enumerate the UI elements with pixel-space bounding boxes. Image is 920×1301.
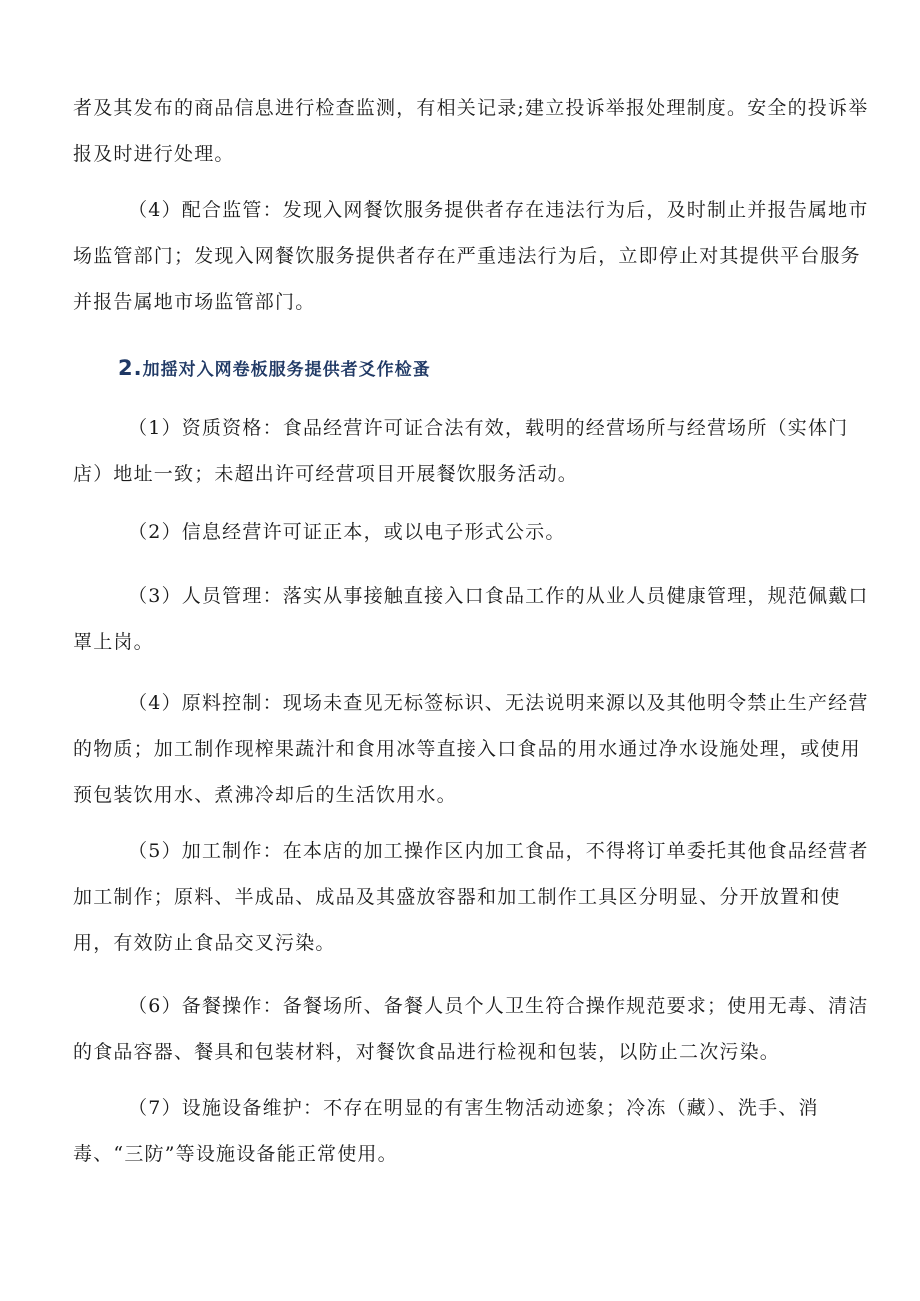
section-number: 2. [118,356,143,380]
list-item: （1）资质资格：食品经营许可证合法有效，载明的经营场所与经营场所（实体门店）地址一致；未超出许可经营项目开展餐饮服务活动。 [73,417,849,485]
list-item: （6）备餐操作：备餐场所、备餐人员个人卫生符合操作规范要求；使用无毒、清洁的食品容器、餐具和包装材料，对餐饮食品进行检视和包装，以防止二次污染。 [73,995,869,1063]
section-title: 加揺对入网卷板服务提供者爻作检蚤 [142,360,431,380]
list-item: （3）人员管理：落实从事接触直接入口食品工作的从业人员健康管理，规范佩戴口罩上岗。 [73,585,869,653]
list-item: （5）加工制作：在本店的加工操作区内加工食品，不得将订单委托其他食品经营者加工制作；原料、半成品、成品及其盛放容器和加工制作工具区分明显、分开放置和使用，有效防止食品交叉污染。 [73,840,869,954]
list-item: （7）设施设备维护：不存在明显的有害生物活动迹象；冷冻（藏）、洗手、消毒、“三防”等设施设备能正常使用。 [73,1097,819,1165]
paragraph-continuation: 者及其发布的商品信息进行检查监测，有相关记录;建立投诉举报处理制度。安全的投诉举报及时进行处理。 [73,97,869,165]
paragraph-cooperate-supervision: （4）配合监管：发现入网餐饮服务提供者存在违法行为后，及时制止并报告属地市场监管部门；发现入网餐饮服务提供者存在严重违法行为后，立即停止对其提供平台服务并报告属地市场监管部门。 [73,199,869,313]
list-item: （4）原料控制：现场未查见无标签标识、无法说明来源以及其他明令禁止生产经营的物质；加工制作现榨果蔬汁和食用冰等直接入口食品的用水通过净水设施处理，或使用预包装饮用水、煮沸冷却后的生活饮用水。 [73,692,869,806]
section-heading [118,350,431,388]
list-item: （2）信息经营许可证正本，或以电子形式公示。 [128,521,566,543]
